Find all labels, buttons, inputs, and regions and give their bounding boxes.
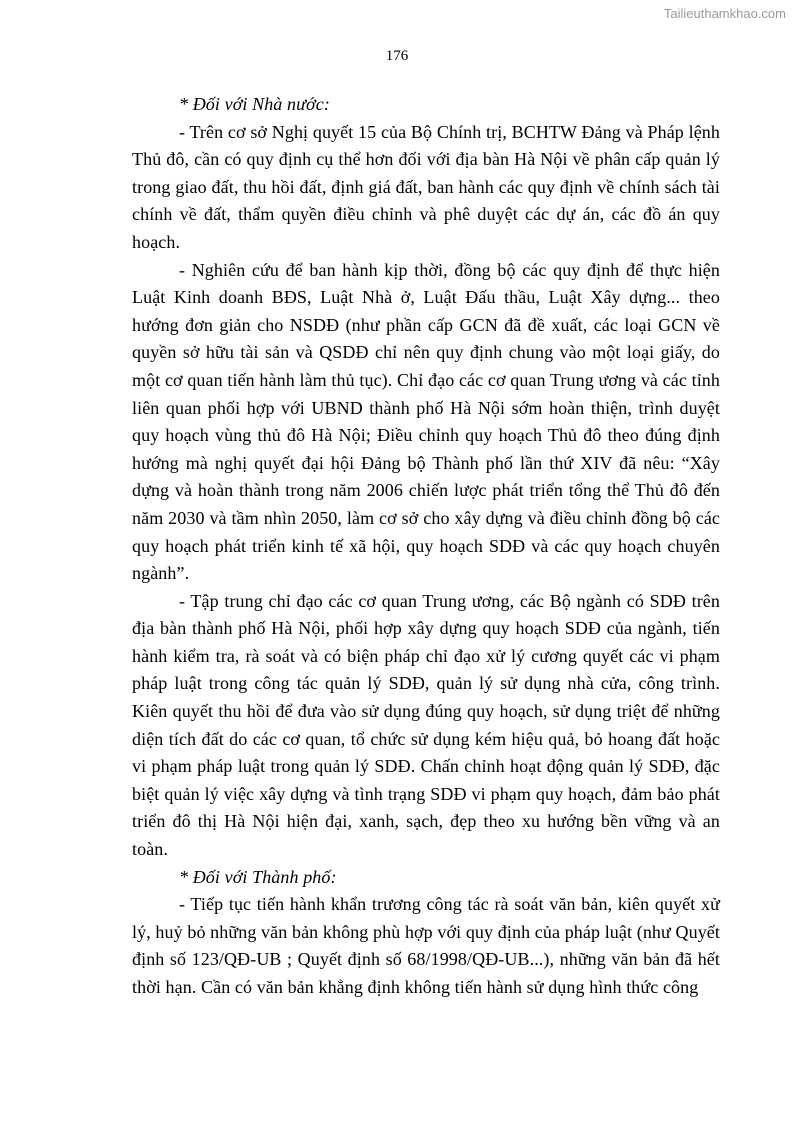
section-heading-state: * Đối với Nhà nước:: [179, 94, 330, 114]
paragraph: - Tập trung chỉ đạo các cơ quan Trung ương, các Bộ ngành có SDĐ trên địa bàn thành phố Hà Nội, phối hợp xây dựng quy hoạch SDĐ của ngành, tiến hành kiểm tra, rà soát và có biện pháp chỉ đạo xử lý cương quyết các vi phạm pháp luật trong công tác quản lý SDĐ, quản lý sử dụng nhà cửa, công trình. Kiên quyết thu hồi để đưa vào sử dụng đúng quy hoạch, sử dụng triệt để những diện tích đất do các cơ quan, tổ chức sử dụng kém hiệu quả, bỏ hoang đất hoặc vi phạm pháp luật trong quản lý SDĐ. Chấn chỉnh hoạt động quản lý SDĐ, đặc biệt quản lý việc xây dựng và tình trạng SDĐ vi phạm quy hoạch, đảm bảo phát triển đô thị Hà Nội hiện đại, xanh, sạch, đẹp theo xu hướng bền vững và an toàn.: [132, 590, 720, 860]
paragraph: - Trên cơ sở Nghị quyết 15 của Bộ Chính trị, BCHTW Đảng và Pháp lệnh Thủ đô, cần có quy định cụ thể hơn đối với địa bàn Hà Nội về phân cấp quản lý trong giao đất, thu hồi đất, định giá đất, ban hành các quy định về chính sách tài chính về đất, thẩm quyền điều chỉnh và phê duyệt các dự án, các đồ án quy hoạch.: [132, 121, 720, 252]
watermark: Tailieuthamkhao.com: [663, 6, 786, 21]
page-number: 176: [385, 48, 409, 64]
paragraph: - Tiếp tục tiến hành khẩn trương công tác rà soát văn bản, kiên quyết xử lý, huỷ bỏ những văn bản không phù hợp với quy định của pháp luật (như Quyết định số 123/QĐ-UB ; Quyết định số 68/1998/QĐ-UB...), những văn bản đã hết thời hạn. Cần có văn bản khẳng định không tiến hành sử dụng hình thức công: [132, 894, 720, 997]
paragraph: - Nghiên cứu để ban hành kịp thời, đồng bộ các quy định để thực hiện Luật Kinh doanh BĐS, Luật Nhà ở, Luật Đấu thầu, Luật Xây dựng... theo hướng đơn giản cho NSDĐ (như phần cấp GCN đã đề xuất, các loại GCN về quyền sở hữu tài sản và QSDĐ chỉ nên quy định chung vào một loại giấy, do một cơ quan tiến hành làm thủ tục). Chỉ đạo các cơ quan Trung ương và các tỉnh liên quan phối hợp với UBND thành phố Hà Nội sớm hoàn thiện, trình duyệt quy hoạch vùng thủ đô Hà Nội; Điều chỉnh quy hoạch Thủ đô theo đúng định hướng mà nghị quyết đại hội Đảng bộ Thành phố lần thứ XIV đã nêu: “Xây dựng và hoàn thành trong năm 2006 chiến lược phát triển tổng thể Thủ đô đến năm 2030 và tầm nhìn 2050, làm cơ sở cho xây dựng và điều chỉnh đồng bộ các quy hoạch phát triển kinh tế xã hội, quy hoạch SDĐ và các quy hoạch chuyên ngành”.: [132, 259, 720, 584]
section-heading-city: * Đối với Thành phố:: [179, 866, 337, 887]
document-body: [132, 91, 720, 1002]
